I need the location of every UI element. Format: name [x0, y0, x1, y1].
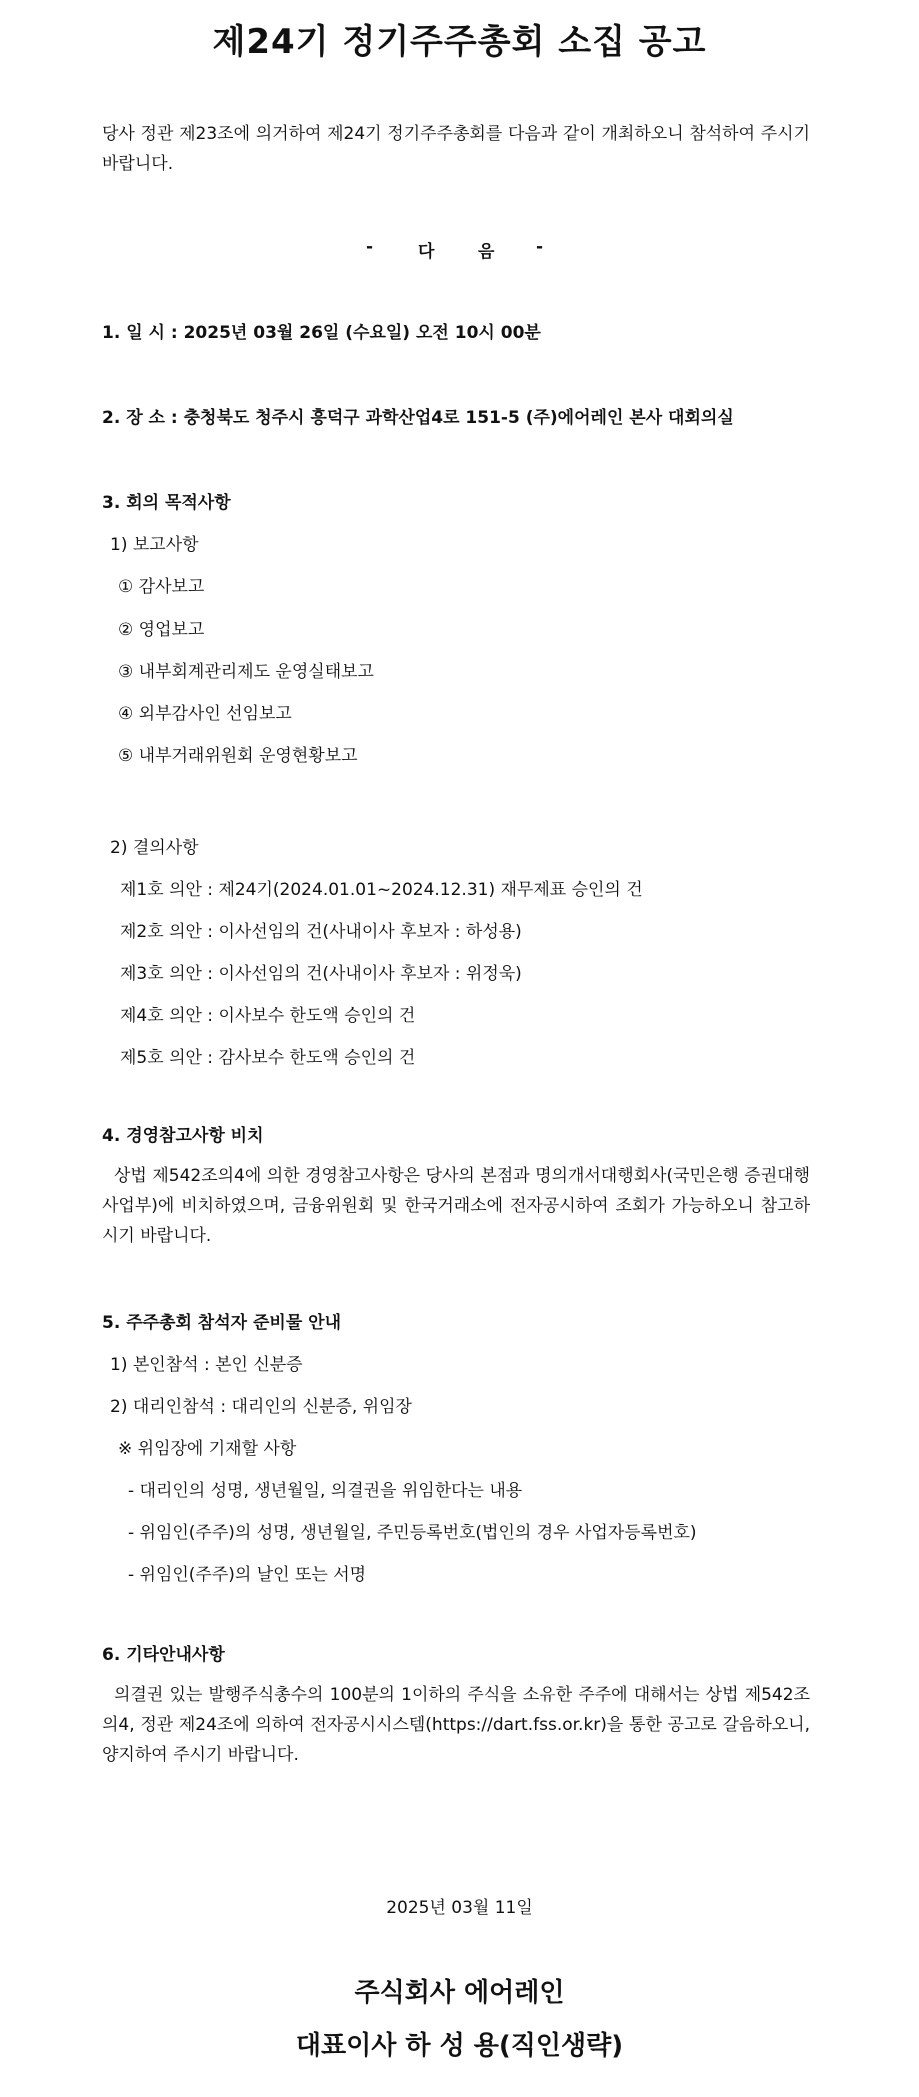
company-name: 주식회사 에어레인: [354, 1978, 565, 2008]
section-6-body: [102, 1680, 810, 1770]
section-6-body-text: 의결권 있는 발행주식총수의 100분의 1이하의 주식을 소유한 주주에 대해서는 상법 제542조의4, 정관 제24조에 의하여 전자공시시스템(https://dart.fss.or.kr)을 통한 공고로 갈음하오니, 양지하여 주시기 바랍니다.: [102, 1685, 810, 1765]
preparation-item: 1) 본인참석 : 본인 신분증: [110, 1355, 303, 1375]
proxy-note: ※ 위임장에 기재할 사항: [118, 1439, 297, 1459]
section-2-location: 2. 장 소 : 충청북도 청주시 흥덕구 과학산업4로 151-5 (주)에어레인 본사 대회의실: [102, 408, 734, 428]
report-item: ④ 외부감사인 선임보고: [118, 704, 292, 724]
proxy-bullet: - 대리인의 성명, 생년월일, 의결권을 위임한다는 내용: [128, 1481, 523, 1501]
report-heading: 1) 보고사항: [110, 535, 199, 555]
da-eum-dash-left: -: [366, 237, 374, 257]
resolution-item: 제2호 의안 : 이사선임의 건(사내이사 후보자 : 하성용): [120, 922, 522, 942]
section-3-heading: 3. 회의 목적사항: [102, 493, 231, 513]
da-eum-heading: [0, 237, 919, 261]
report-item: ③ 내부회계관리제도 운영실태보고: [118, 662, 374, 682]
resolution-heading: 2) 결의사항: [110, 838, 199, 858]
resolution-item: 제1호 의안 : 제24기(2024.01.01~2024.12.31) 재무제표 승인의 건: [120, 880, 643, 900]
page-title: 제24기 정기주주총회 소집 공고: [212, 22, 707, 62]
ceo-signature: 대표이사 하 성 용(직인생략): [295, 2031, 624, 2061]
preparation-item: 2) 대리인참석 : 대리인의 신분증, 위임장: [110, 1397, 412, 1417]
proxy-bullet: - 위임인(주주)의 성명, 생년월일, 주민등록번호(법인의 경우 사업자등록번호): [128, 1523, 697, 1543]
resolution-item: 제5호 의안 : 감사보수 한도액 승인의 건: [120, 1048, 416, 1068]
section-6-heading: 6. 기타안내사항: [102, 1645, 225, 1665]
da-eum-dash-right: -: [536, 237, 544, 257]
section-4-body: [102, 1161, 810, 1251]
intro-paragraph: 당사 정관 제23조에 의거하여 제24기 정기주주총회를 다음과 같이 개최하오니 참석하여 주시기 바랍니다.: [102, 124, 810, 174]
report-item: ⑤ 내부거래위원회 운영현황보고: [118, 746, 358, 766]
report-item: ① 감사보고: [118, 577, 205, 597]
proxy-bullet: - 위임인(주주)의 날인 또는 서명: [128, 1565, 367, 1585]
section-4-heading: 4. 경영참고사항 비치: [102, 1126, 264, 1146]
notice-date: 2025년 03월 11일: [386, 1898, 533, 1918]
section-1-datetime: 1. 일 시 : 2025년 03월 26일 (수요일) 오전 10시 00분: [102, 323, 541, 343]
da-eum-char-1: 다: [418, 242, 435, 262]
resolution-item: 제4호 의안 : 이사보수 한도액 승인의 건: [120, 1006, 416, 1026]
da-eum-char-2: 음: [478, 242, 495, 262]
section-4-body-text: 상법 제542조의4에 의한 경영참고사항은 당사의 본점과 명의개서대행회사(국민은행 증권대행사업부)에 비치하였으며, 금융위원회 및 한국거래소에 전자공시하여 조회가 가능하오니 참고하시기 바랍니다.: [102, 1166, 810, 1246]
report-item: ② 영업보고: [118, 620, 205, 640]
resolution-item: 제3호 의안 : 이사선임의 건(사내이사 후보자 : 위정욱): [120, 964, 522, 984]
section-5-heading: 5. 주주총회 참석자 준비물 안내: [102, 1313, 342, 1333]
